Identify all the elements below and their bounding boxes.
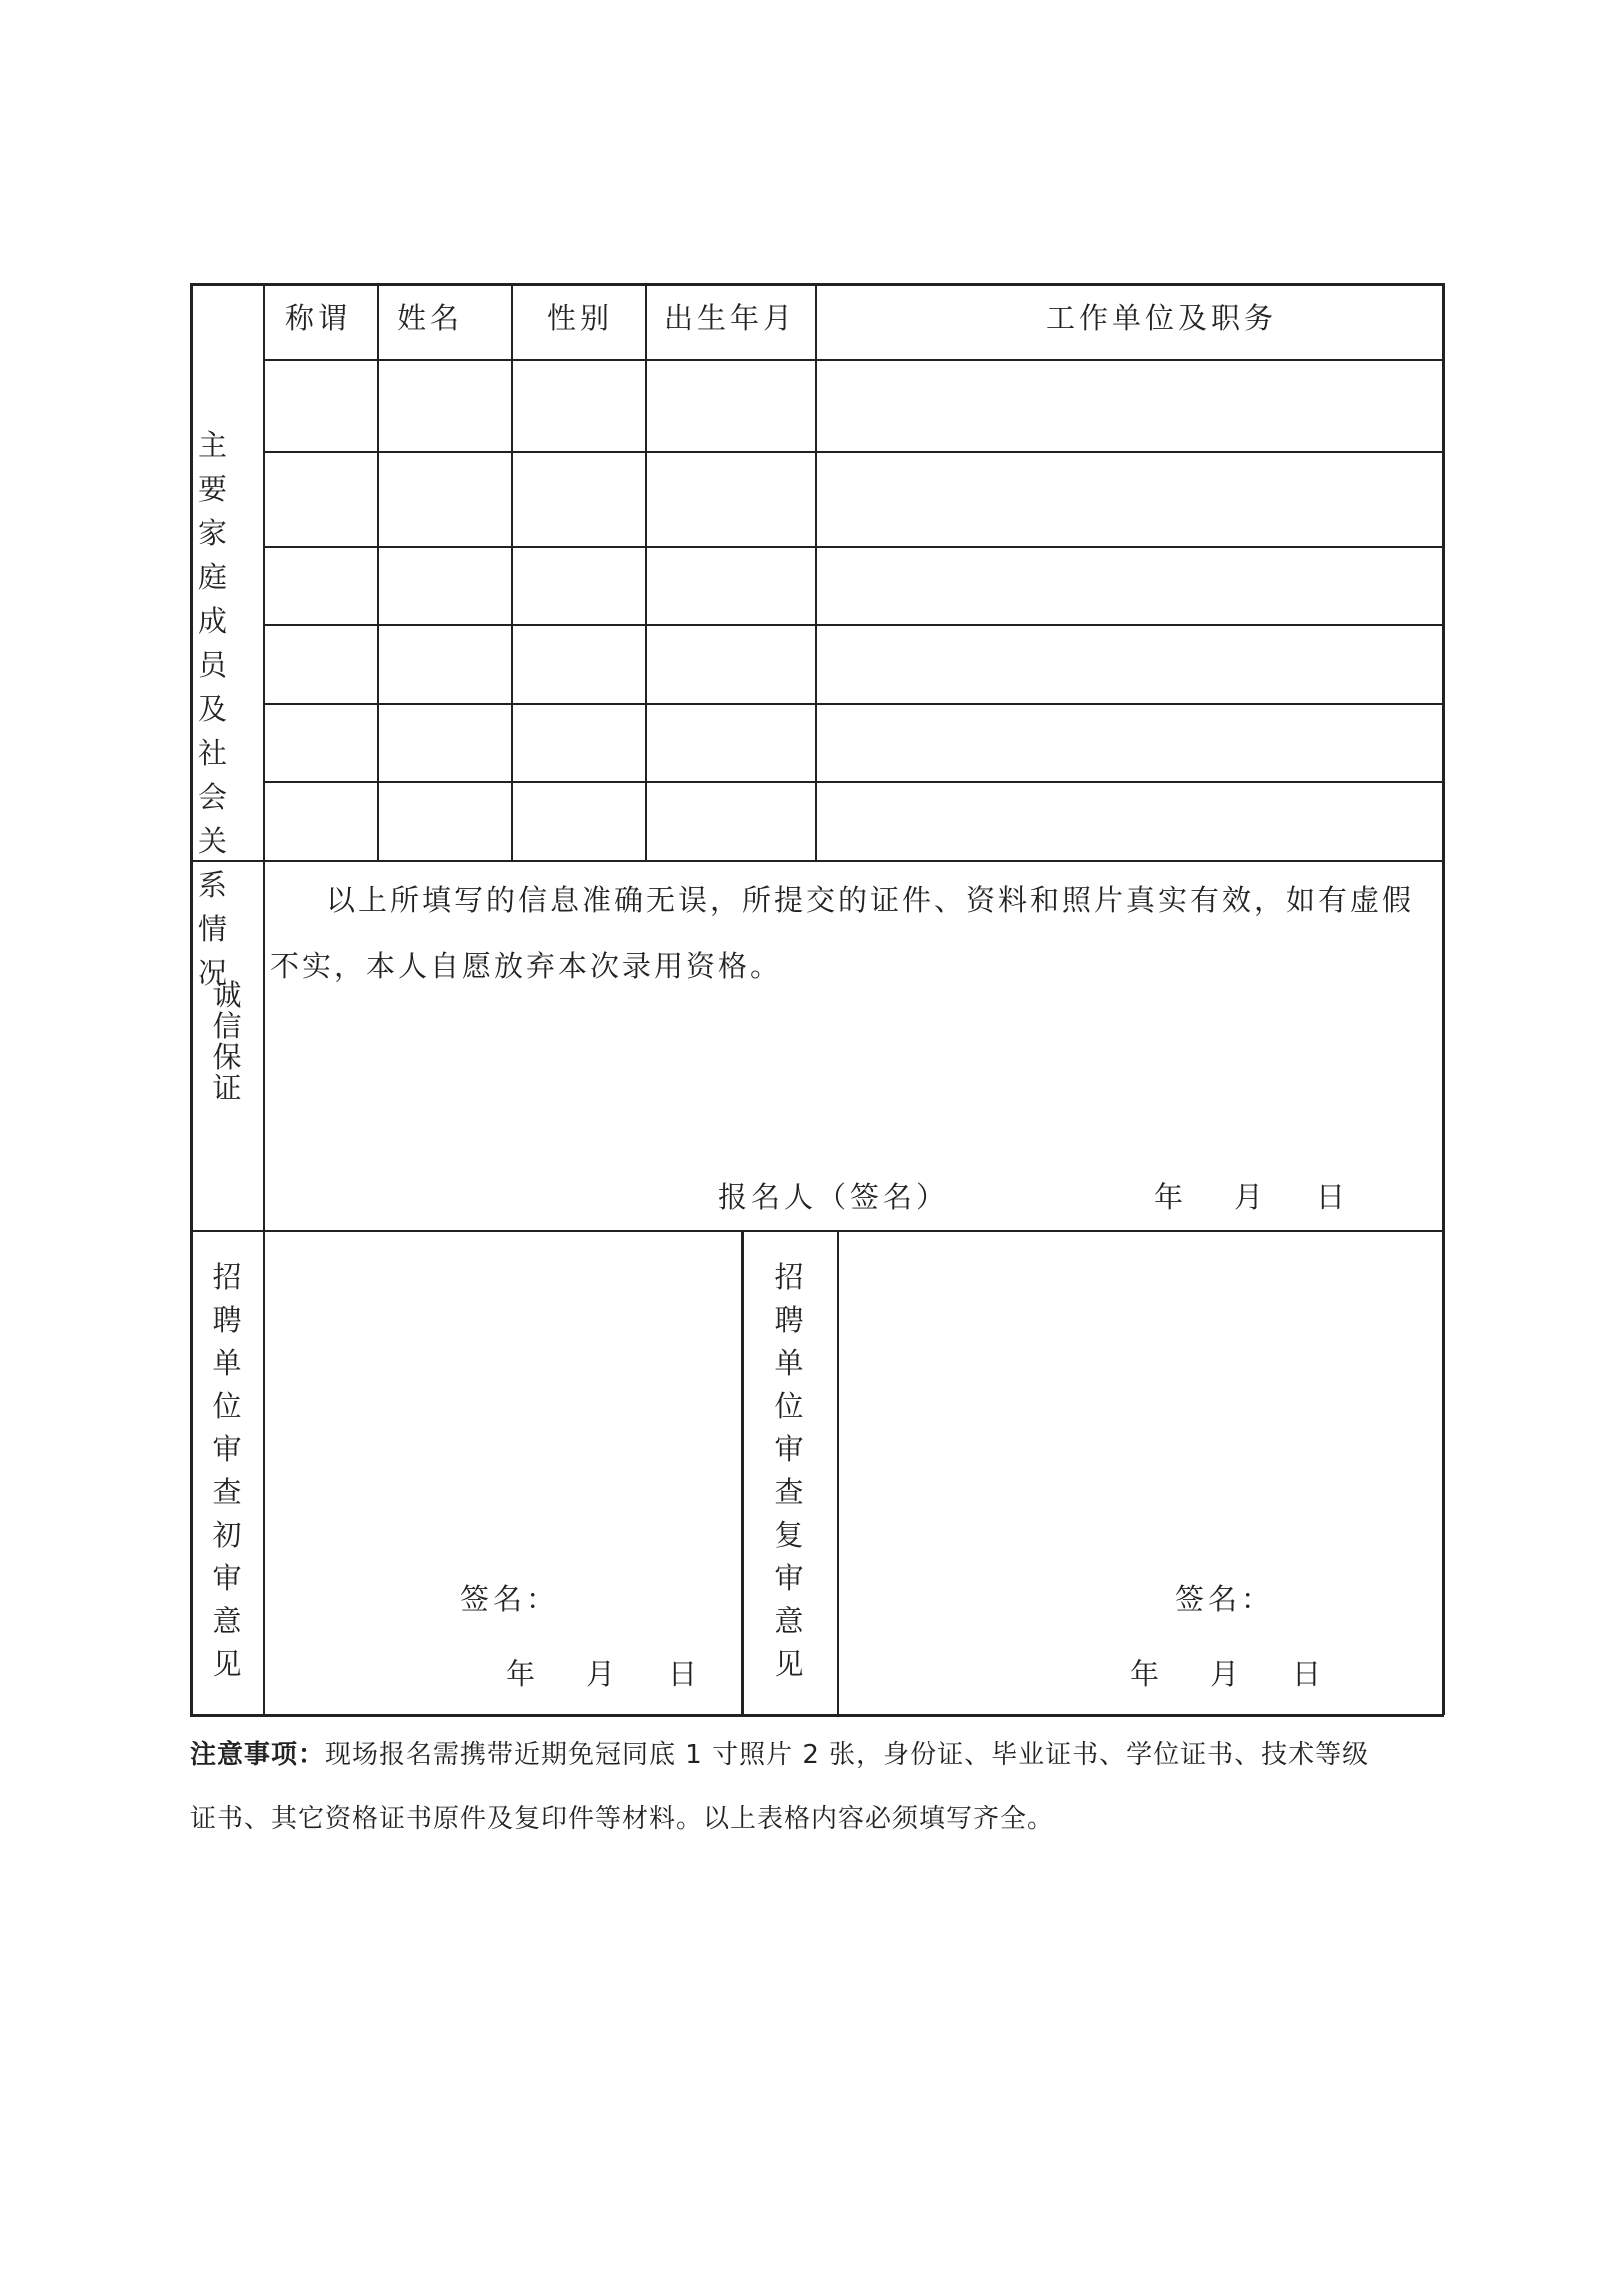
final-review-month: 月 — [1210, 1657, 1244, 1691]
pledge-month: 月 — [1234, 1180, 1268, 1214]
notice-title: 注意事项： — [190, 1740, 326, 1770]
table-row[interactable] — [265, 361, 1442, 449]
signer-label[interactable]: 报名人（签名） — [718, 1180, 950, 1214]
header-name: 姓名 — [397, 301, 464, 335]
table-row[interactable] — [265, 453, 1442, 544]
integrity-section-label: 诚 信 保 证 — [212, 978, 242, 1105]
header-relation: 称谓 — [285, 301, 352, 335]
notice-line1: 现场报名需携带近期免冠同底 1 寸照片 2 张，身份证、毕业证书、学位证书、技术等级 — [325, 1740, 1370, 1770]
pledge-year: 年 — [1154, 1180, 1188, 1214]
header-birth-date: 出生年月 — [664, 301, 797, 335]
table-row[interactable] — [265, 548, 1442, 622]
initial-review-label: 招 聘 单 位 审 查 初 审 意 见 — [212, 1260, 242, 1681]
header-employer-position: 工作单位及职务 — [1046, 301, 1278, 335]
final-review-opinion-area[interactable] — [839, 1232, 1440, 1712]
initial-review-month: 月 — [586, 1657, 620, 1691]
table-row[interactable] — [265, 705, 1442, 779]
initial-review-year: 年 — [506, 1657, 540, 1691]
initial-review-signature[interactable]: 签名： — [460, 1582, 560, 1616]
final-review-year: 年 — [1130, 1657, 1164, 1691]
final-review-signature[interactable]: 签名： — [1175, 1582, 1275, 1616]
final-review-label: 招 聘 单 位 审 查 复 审 意 见 — [774, 1260, 804, 1681]
family-section-label: 主要 家庭 成员 及社 会关 系情 况 — [198, 428, 236, 990]
table-row[interactable] — [265, 783, 1442, 859]
integrity-statement-line2: 不实，本人自愿放弃本次录用资格。 — [270, 949, 783, 983]
integrity-statement-line1: 以上所填写的信息准确无误，所提交的证件、资料和照片真实有效，如有虚假 — [326, 883, 1415, 917]
initial-review-opinion-area[interactable] — [265, 1232, 739, 1712]
notice-line2: 证书、其它资格证书原件及复印件等材料。以上表格内容必须填写齐全。 — [190, 1804, 1055, 1834]
table-row[interactable] — [265, 626, 1442, 701]
final-review-day: 日 — [1292, 1657, 1326, 1691]
pledge-day: 日 — [1316, 1180, 1350, 1214]
notice — [190, 1723, 1450, 1851]
header-gender: 性别 — [547, 301, 614, 335]
integrity-statement — [270, 867, 1440, 999]
initial-review-day: 日 — [668, 1657, 702, 1691]
